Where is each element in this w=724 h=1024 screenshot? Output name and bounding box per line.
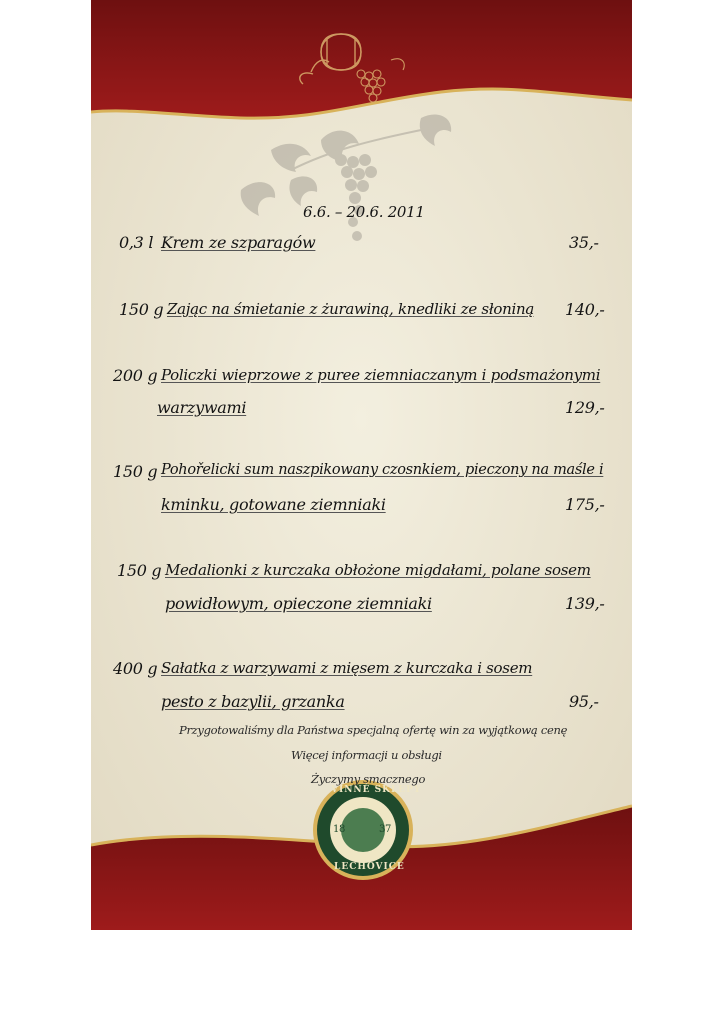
menu-date: 6.6. – 20.6. 2011 (303, 203, 425, 221)
item-quantity: 150 g (113, 462, 158, 481)
item-quantity: 150 g (119, 300, 164, 319)
item-quantity: 400 g (113, 659, 158, 678)
seal-top-text: VINNÉ SKLEPY (331, 785, 422, 795)
staff-info-note: Więcej informacji u obsługi (291, 748, 442, 762)
seal-bottom-text: LECHOVICE (334, 862, 405, 872)
item-price: 35,- (569, 233, 599, 252)
item-price: 129,- (565, 398, 605, 417)
seal-year-left: 18 (333, 824, 346, 835)
item-price: 95,- (569, 692, 599, 711)
item-name: Pohořelicki sum naszpikowany czosnkiem, pieczony na maśle i (161, 462, 604, 478)
item-name-cont: warzywami (157, 398, 247, 417)
item-price: 139,- (565, 594, 605, 613)
wine-offer-note: Przygotowaliśmy dla Państwa specjalną ofertę win za wyjątkową cenę (179, 723, 568, 737)
item-quantity: 150 g (117, 561, 162, 580)
item-name: Krem ze szparagów (161, 233, 316, 252)
bon-appetit-note: Życzymy smacznego (311, 772, 426, 786)
item-price: 175,- (565, 495, 605, 514)
item-quantity: 0,3 l (119, 233, 154, 252)
item-name-cont: pesto z bazylii, grzanka (161, 692, 345, 711)
seal-year-right: 37 (379, 824, 392, 835)
item-name-cont: kminku, gotowane ziemniaki (161, 495, 386, 514)
item-quantity: 200 g (113, 366, 158, 385)
item-name-cont: powidłowym, opieczone ziemniaki (165, 594, 432, 613)
item-name: Policzki wieprzowe z puree ziemniaczanym i podsmażonymi (161, 366, 601, 384)
menu-card (91, 0, 632, 930)
item-name: Sałatka z warzywami z mięsem z kurczaka i sosem (161, 659, 533, 677)
item-price: 140,- (565, 300, 605, 319)
item-name: Zając na śmietanie z żurawiną, knedliki ze słoniną (167, 300, 534, 318)
item-name: Medalionki z kurczaka obłożone migdałami, polane sosem (165, 561, 591, 579)
